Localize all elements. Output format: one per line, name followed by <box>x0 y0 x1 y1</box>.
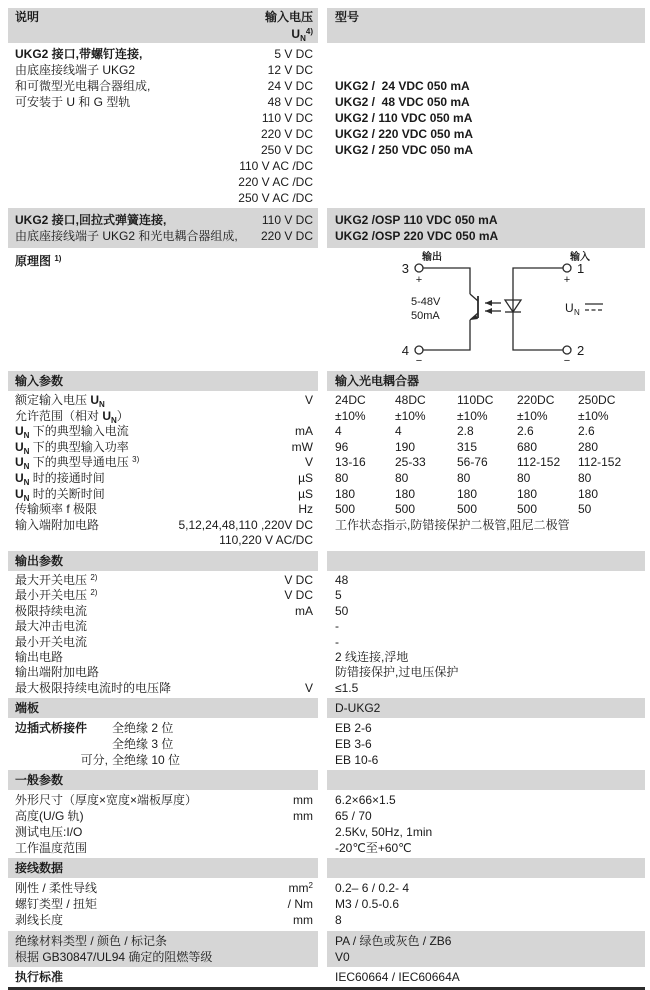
spec-row <box>8 588 645 603</box>
spec-value: - <box>335 619 339 634</box>
spec-value: ±10% <box>457 408 488 423</box>
spec-value: 680 <box>517 439 538 454</box>
spec-value: 65 / 70 <box>335 809 372 824</box>
spec-label: 最大冲击电流 <box>15 619 88 634</box>
spec-row <box>8 824 645 840</box>
spec-unit: V DC <box>284 572 313 587</box>
spec-label: 根据 GB30847/UL94 确定的阻燃等级 <box>15 950 213 965</box>
spec-unit: V <box>304 393 313 407</box>
section-title: 接线数据 <box>15 861 64 876</box>
un-subscript: N <box>574 308 580 317</box>
spec-label: 测试电压:I/O <box>15 825 83 840</box>
spec-value: 25-33 <box>395 455 426 470</box>
spec-label: 外形尺寸（厚度×宽度×端板厚度） <box>15 793 198 808</box>
input-voltage: 48 V DC <box>267 95 313 109</box>
spec-value: 4 <box>335 424 342 439</box>
spec-label: 最小开关电压 $^{2)}$ <box>15 588 98 603</box>
spec-value: 80 <box>335 470 349 485</box>
spec-value: 50 <box>335 603 349 618</box>
spec-row <box>8 471 645 487</box>
spec-value: 24DC <box>335 393 366 407</box>
spec-value: 防错接保护,过电压保护 <box>335 665 459 680</box>
spec-unit: mA <box>295 603 313 618</box>
model-number: UKG2 / 220 VDC 050 mA <box>335 127 474 141</box>
spec-value: ±10% <box>578 408 609 423</box>
spec-unit: mm <box>293 809 313 824</box>
model-number: UKG2 / 24 VDC 050 mA <box>335 79 470 93</box>
input-voltage: 110 V DC <box>261 111 313 125</box>
spec-value: 315 <box>457 439 478 454</box>
spec-label: 输入端附加电路 <box>15 517 100 532</box>
model-number: UKG2 / 250 VDC 050 mA <box>335 143 474 157</box>
product-row <box>8 158 645 174</box>
section-title: 输出参数 <box>15 553 64 568</box>
input-voltage: 110 V DC <box>261 213 313 227</box>
model-number: UKG2 / 110 VDC 050 mA <box>335 111 473 125</box>
spec-label: 剥线长度 <box>15 913 64 928</box>
spec-unit: µS <box>298 470 313 485</box>
spec-label: 螺钉类型 / 扭矩 <box>15 897 98 912</box>
spec-row <box>8 424 645 440</box>
spec-row <box>8 665 645 680</box>
output-params-table <box>8 573 645 696</box>
spec-unit: V <box>304 680 313 695</box>
spec-row <box>8 573 645 588</box>
spec-unit: µS <box>298 486 313 501</box>
model-number: UKG2 / 48 VDC 050 mA <box>335 95 470 109</box>
schematic-title: 原理图 $^{1)}$ <box>15 254 62 268</box>
rating-current: 50mA <box>411 310 440 322</box>
spec-row <box>8 840 645 856</box>
model-number: UKG2 /OSP 220 VDC 050 mA <box>335 229 499 243</box>
spec-value: 48 <box>335 572 349 587</box>
input-params-table <box>8 393 645 549</box>
header-un-symbol: $U_N^{4)}$ <box>291 27 313 43</box>
spec-value: 6.2×66×1.5 <box>335 793 396 808</box>
spec-row <box>8 533 645 549</box>
wiring-data-table <box>8 880 645 928</box>
spec-value: 220DC <box>517 393 555 407</box>
spec-unit: 110,220 V AC/DC <box>219 533 313 548</box>
endplate-value: D-UKG2 <box>335 701 381 716</box>
spec-unit: V DC <box>284 588 313 603</box>
header-input-voltage: 输入电压 <box>264 10 313 24</box>
output-params-header <box>8 551 645 571</box>
terminal-1-label: 1 <box>577 261 585 276</box>
product-row <box>8 174 645 190</box>
product-row <box>8 78 645 94</box>
spec-label: 输出端附加电路 <box>15 665 100 680</box>
spec-value: 80 <box>517 470 531 485</box>
spec-value: 112-152 <box>578 455 622 470</box>
spec-unit: mm <box>293 913 313 928</box>
spec-value: 112-152 <box>517 455 561 470</box>
model-number: UKG2 /OSP 110 VDC 050 mA <box>335 213 498 227</box>
spec-label: 输出电路 <box>15 649 64 664</box>
spec-value: 50 <box>578 502 592 517</box>
spec-label: 刚性 / 柔性导线 <box>15 881 98 896</box>
spec-label: 最小开关电流 <box>15 634 88 649</box>
product-desc: 由底座接线端子 UKG2 <box>15 63 136 77</box>
spec-label: 边插式桥接件 <box>15 721 88 736</box>
emitter-arrowhead <box>470 315 478 321</box>
spec-row <box>8 681 645 696</box>
circuit-diagram <box>375 250 645 368</box>
minus-sign: − <box>415 355 423 367</box>
spec-value: 5 <box>335 588 342 603</box>
table-header <box>8 8 645 43</box>
endplate-header <box>8 698 645 718</box>
spec-value: 180 <box>578 486 599 501</box>
wiring-data-header <box>8 858 645 878</box>
spec-row <box>8 393 645 409</box>
plus-sign: + <box>563 274 571 286</box>
header-description: 说明 <box>15 10 40 24</box>
spec-row <box>8 808 645 824</box>
product-table <box>8 46 645 206</box>
insulation-block <box>8 931 645 967</box>
spec-unit: mm <box>293 793 313 808</box>
product-desc: UKG2 接口,带螺钉连接, <box>15 47 143 61</box>
product-row <box>8 46 645 62</box>
product-desc: 可安装于 U 和 G 型轨 <box>15 95 131 109</box>
product-row <box>8 142 645 158</box>
spec-label: 极限持续电流 <box>15 603 88 618</box>
spec-value: EB 10-6 <box>335 753 379 768</box>
spec-value: EB 2-6 <box>335 721 372 736</box>
spec-row <box>8 604 645 619</box>
spec-value: ≤1.5 <box>335 680 359 695</box>
input-voltage: 220 V AC /DC <box>238 175 313 189</box>
spec-value: 80 <box>395 470 409 485</box>
spec-value: 13-16 <box>335 455 366 470</box>
spec-label: $U_N$ 时的关断时间 <box>15 486 105 503</box>
spec-value: 8 <box>335 913 342 928</box>
terminal-2-label: 2 <box>577 343 585 358</box>
general-params-table <box>8 792 645 856</box>
spec-label: $U_N$ 下的典型导通电压 $^{3)}$ <box>15 455 140 472</box>
input-voltage: 24 V DC <box>267 79 313 93</box>
spec-unit: $mm^2$ <box>288 881 313 896</box>
plus-sign: + <box>415 274 423 286</box>
spec-row <box>8 880 645 896</box>
spec-unit: mA <box>295 424 313 439</box>
spec-row <box>8 736 645 752</box>
spec-value: PA / 绿色或灰色 / ZB6 <box>335 934 452 949</box>
spec-unit: Hz <box>298 502 313 517</box>
spec-value: M3 / 0.5-0.6 <box>335 897 400 912</box>
spec-value: 110DC <box>457 393 494 407</box>
spec-value: 500 <box>395 502 416 517</box>
input-params-header <box>8 371 645 391</box>
spec-value: 280 <box>578 439 599 454</box>
endplate-table <box>8 720 645 768</box>
spec-value: 500 <box>517 502 538 517</box>
standard-label: 执行标准 <box>15 970 64 985</box>
input-voltage: 220 V DC <box>260 127 313 141</box>
section-title: 一般参数 <box>15 773 64 788</box>
spec-label: 高度(U/G 轨) <box>15 809 84 824</box>
input-label: 输入 <box>570 252 590 263</box>
standard-row <box>8 969 645 985</box>
spec-label: 额定输入电压 $U_N$ <box>15 393 105 409</box>
spec-value: 180 <box>457 486 478 501</box>
spec-value: 500 <box>335 502 356 517</box>
spec-row <box>8 912 645 928</box>
spec-label: 传输频率 f 极限 <box>15 502 98 517</box>
spec-row <box>8 720 645 736</box>
spec-value: ±10% <box>335 408 366 423</box>
product-row <box>8 110 645 126</box>
section-subtitle: 输入光电耦合器 <box>335 374 420 388</box>
terminal-4-label: 4 <box>401 343 409 358</box>
terminal-3-label: 3 <box>401 261 409 276</box>
spec-row <box>8 896 645 912</box>
product-row <box>8 62 645 78</box>
spec-value: 2.5Kv, 50Hz, 1min <box>335 825 433 840</box>
spec-sublabel: 全绝缘 2 位 <box>112 721 174 736</box>
spec-value: EB 3-6 <box>335 737 372 752</box>
spec-value: ±10% <box>395 408 426 423</box>
product-row <box>8 94 645 110</box>
section-title: 输入参数 <box>15 374 64 388</box>
product-row <box>8 126 645 142</box>
un-symbol: U <box>565 301 574 315</box>
spec-value: - <box>335 634 339 649</box>
spec-value: 180 <box>517 486 538 501</box>
spec-label: 允许范围（相对 $U_N$） <box>15 408 129 425</box>
input-voltage: 110 V AC /DC <box>239 159 313 173</box>
spec-unit: V <box>304 455 313 470</box>
spec-label: $U_N$ 下的典型输入功率 <box>15 439 129 456</box>
light-arrowhead <box>485 308 492 314</box>
minus-sign: − <box>563 355 571 367</box>
spec-value: 56-76 <box>457 455 488 470</box>
spec-label: 可分, <box>80 753 108 768</box>
spec-value: 2.6 <box>517 424 534 439</box>
spec-value: V0 <box>335 950 350 965</box>
spec-row <box>8 518 645 534</box>
spec-label: 工作温度范围 <box>15 841 88 856</box>
rating-voltage: 5-48V <box>411 296 441 308</box>
spec-label: $U_N$ 下的典型输入电流 <box>15 424 129 441</box>
spec-value: 180 <box>335 486 356 501</box>
spec-row <box>8 455 645 471</box>
spec-value: 48DC <box>395 393 426 407</box>
spec-row <box>8 487 645 503</box>
spec-row <box>8 650 645 665</box>
input-voltage: 250 V DC <box>260 143 313 157</box>
osp-product-block <box>8 208 645 248</box>
input-voltage: 250 V AC /DC <box>238 191 313 205</box>
standard-value: IEC60664 / IEC60664A <box>335 970 460 985</box>
spec-label: 绝缘材料类型 / 颜色 / 标记条 <box>15 934 168 949</box>
spec-value: 2.6 <box>578 424 595 439</box>
product-row <box>8 190 645 206</box>
section-title: 端板 <box>15 701 40 716</box>
spec-value: -20℃至+60℃ <box>335 841 412 856</box>
input-voltage: 220 V DC <box>260 229 313 243</box>
spec-value: 80 <box>457 470 471 485</box>
spec-row <box>8 619 645 634</box>
product-desc: 由底座接线端子 UKG2 和光电耦合器组成, <box>15 229 238 243</box>
spec-row <box>8 635 645 650</box>
product-desc: UKG2 接口,回拉式弹簧连接, <box>15 213 167 227</box>
spec-sublabel: 全绝缘 3 位 <box>112 737 174 752</box>
spec-sublabel: 全绝缘 10 位 <box>112 753 181 768</box>
spec-row <box>8 502 645 518</box>
product-desc: 和可微型光电耦合器组成, <box>15 79 151 93</box>
schematic-section <box>8 250 645 368</box>
spec-value: 96 <box>335 439 349 454</box>
spec-value: 500 <box>457 502 478 517</box>
spec-unit: / Nm <box>287 897 313 912</box>
spec-value: 2.8 <box>457 424 474 439</box>
input-voltage: 5 V DC <box>274 47 313 61</box>
spec-row <box>8 752 645 768</box>
spec-row <box>8 440 645 456</box>
spec-label: $U_N$ 时的接通时间 <box>15 470 105 487</box>
spec-row <box>8 792 645 808</box>
spec-value: ±10% <box>517 408 548 423</box>
spec-value: 0.2– 6 / 0.2- 4 <box>335 881 410 896</box>
spec-row <box>8 409 645 425</box>
spec-label: 最大极限持续电流时的电压降 <box>15 680 172 695</box>
spec-value: 250DC <box>578 393 616 407</box>
spec-value: 80 <box>578 470 592 485</box>
spec-value: 工作状态指示,防错接保护二极管,阻尼二极管 <box>335 517 570 532</box>
general-params-header <box>8 770 645 790</box>
output-label: 输出 <box>422 252 442 263</box>
spec-value: 2 线连接,浮地 <box>335 649 409 664</box>
spec-value: 180 <box>395 486 416 501</box>
spec-value: 4 <box>395 424 402 439</box>
spec-label: 最大开关电压 $^{2)}$ <box>15 572 98 587</box>
input-voltage: 12 V DC <box>267 63 313 77</box>
spec-unit: 5,12,24,48,110 ,220V DC <box>178 517 313 532</box>
light-arrowhead <box>485 300 492 306</box>
spec-value: 190 <box>395 439 416 454</box>
header-model: 型号 <box>335 10 360 24</box>
spec-unit: mW <box>291 439 313 454</box>
